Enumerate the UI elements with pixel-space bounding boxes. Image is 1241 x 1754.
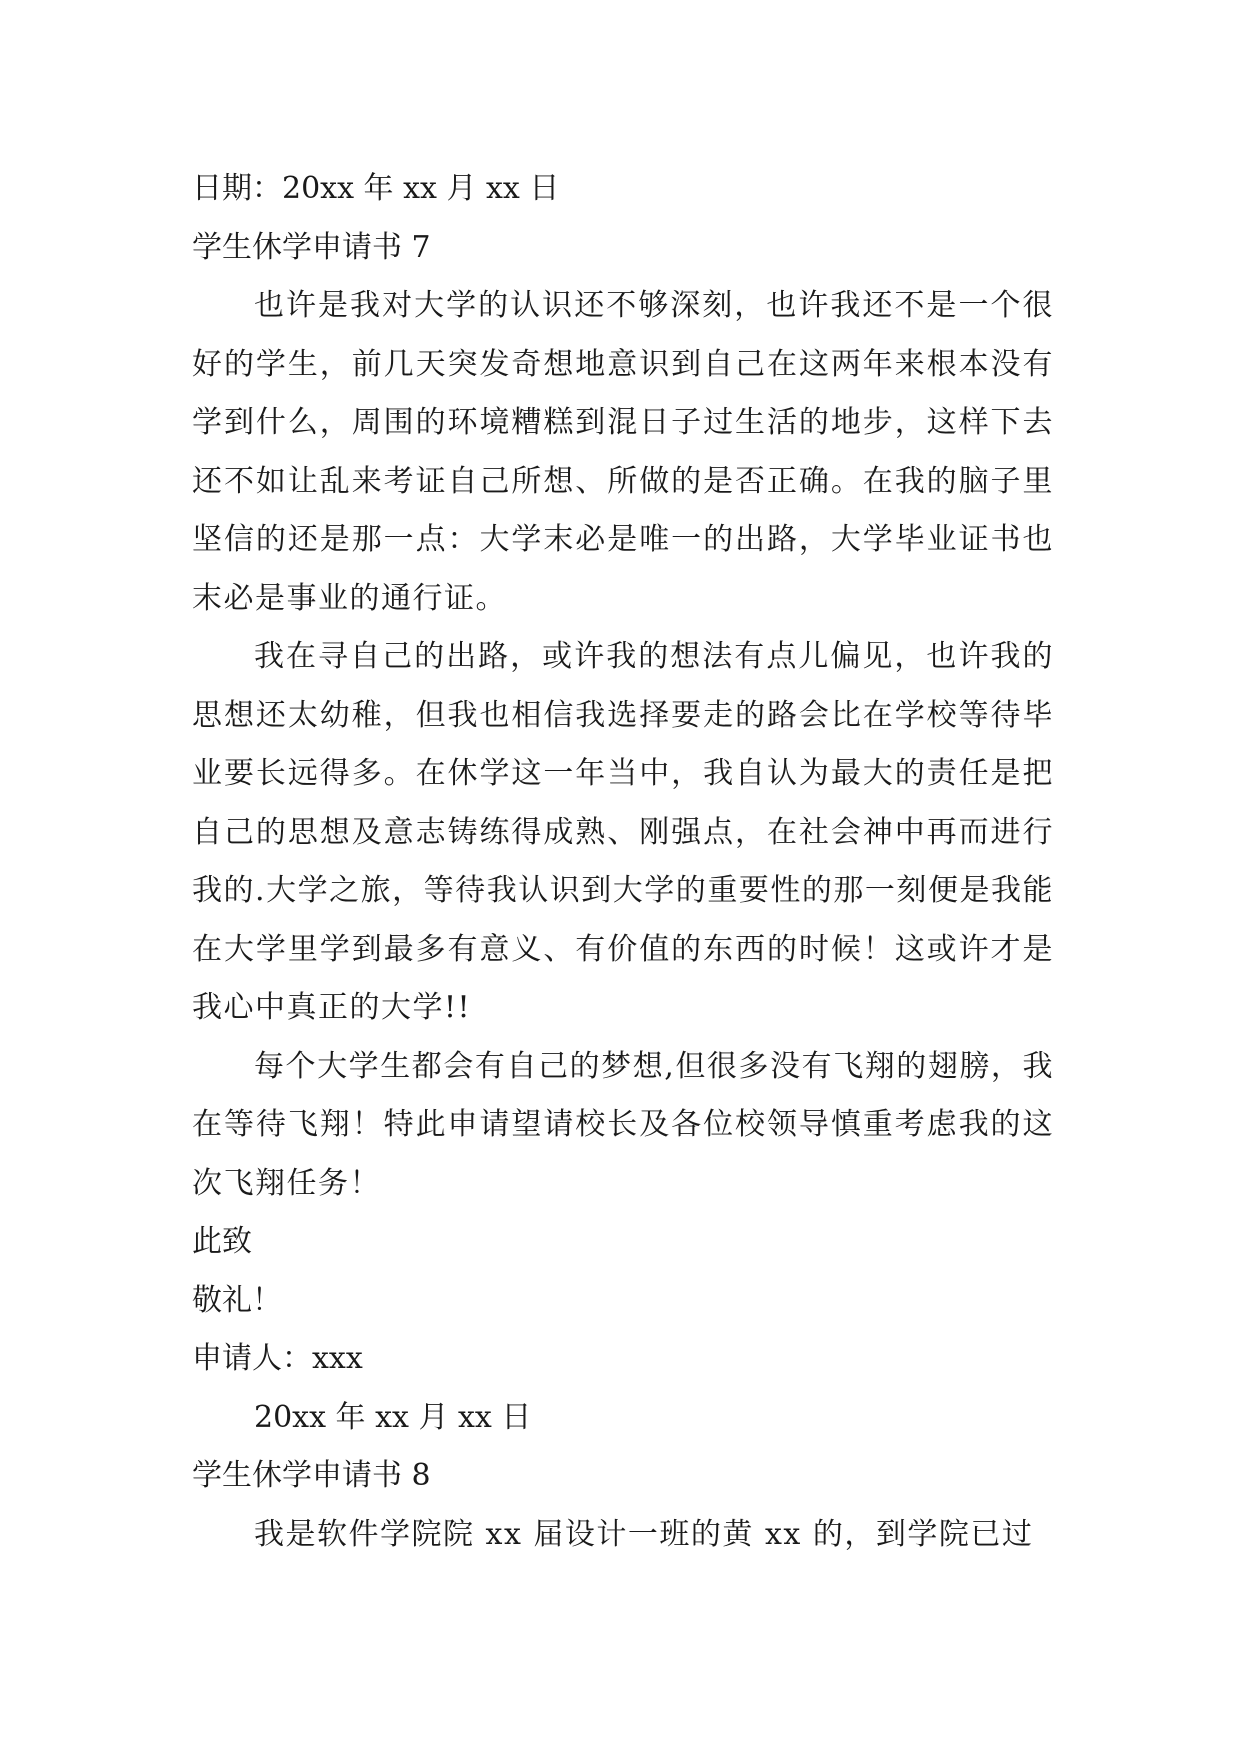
- signature-date: 20xx 年 xx 月 xx 日: [254, 1399, 532, 1435]
- closing-regards: 敬礼！: [192, 1282, 282, 1318]
- paragraph-7-2: 我在寻自己的出路，或许我的想法有点儿偏见，也许我的思想还太幼稚，但我也相信我选择要走的路会比在学校等待毕业要长远得多。在休学这一年当中，我自认为最大的责任是把自己的思想及意志铸练得成熟、刚强点，在社会神中再而进行我的.大学之旅，等待我认识到大学的重要性的那一刻便是我能在大学里学到最多有意义、有价值的东西的时候！这或许才是我心中真正的大学!!: [192, 639, 1054, 1025]
- section-heading-8: 学生休学申请书 8: [192, 1458, 431, 1493]
- document-body: [192, 160, 1054, 1564]
- closing-salutation: 此致: [192, 1224, 252, 1259]
- applicant-line: 申请人：xxx: [192, 1341, 363, 1376]
- paragraph-7-3: 每个大学生都会有自己的梦想,但很多没有飞翔的翅膀，我在等待飞翔！特此申请望请校长及各位校领导慎重考虑我的这次飞翔任务！: [192, 1048, 1054, 1201]
- paragraph-7-1: 也许是我对大学的认识还不够深刻，也许我还不是一个很好的学生，前几天突发奇想地意识到自己在这两年来根本没有学到什么，周围的环境糟糕到混日子过生活的地步，这样下去还不如让乱来考证自己所想、所做的是否正确。在我的脑子里坚信的还是那一点：大学末必是唯一的出路，大学毕业证书也末必是事业的通行证。: [192, 288, 1054, 616]
- paragraph-8-1: 我是软件学院院 xx 届设计一班的黄 xx 的，到学院已过: [254, 1516, 1034, 1552]
- date-line: 日期：20xx 年 xx 月 xx 日: [192, 171, 560, 206]
- section-heading-7: 学生休学申请书 7: [192, 229, 431, 265]
